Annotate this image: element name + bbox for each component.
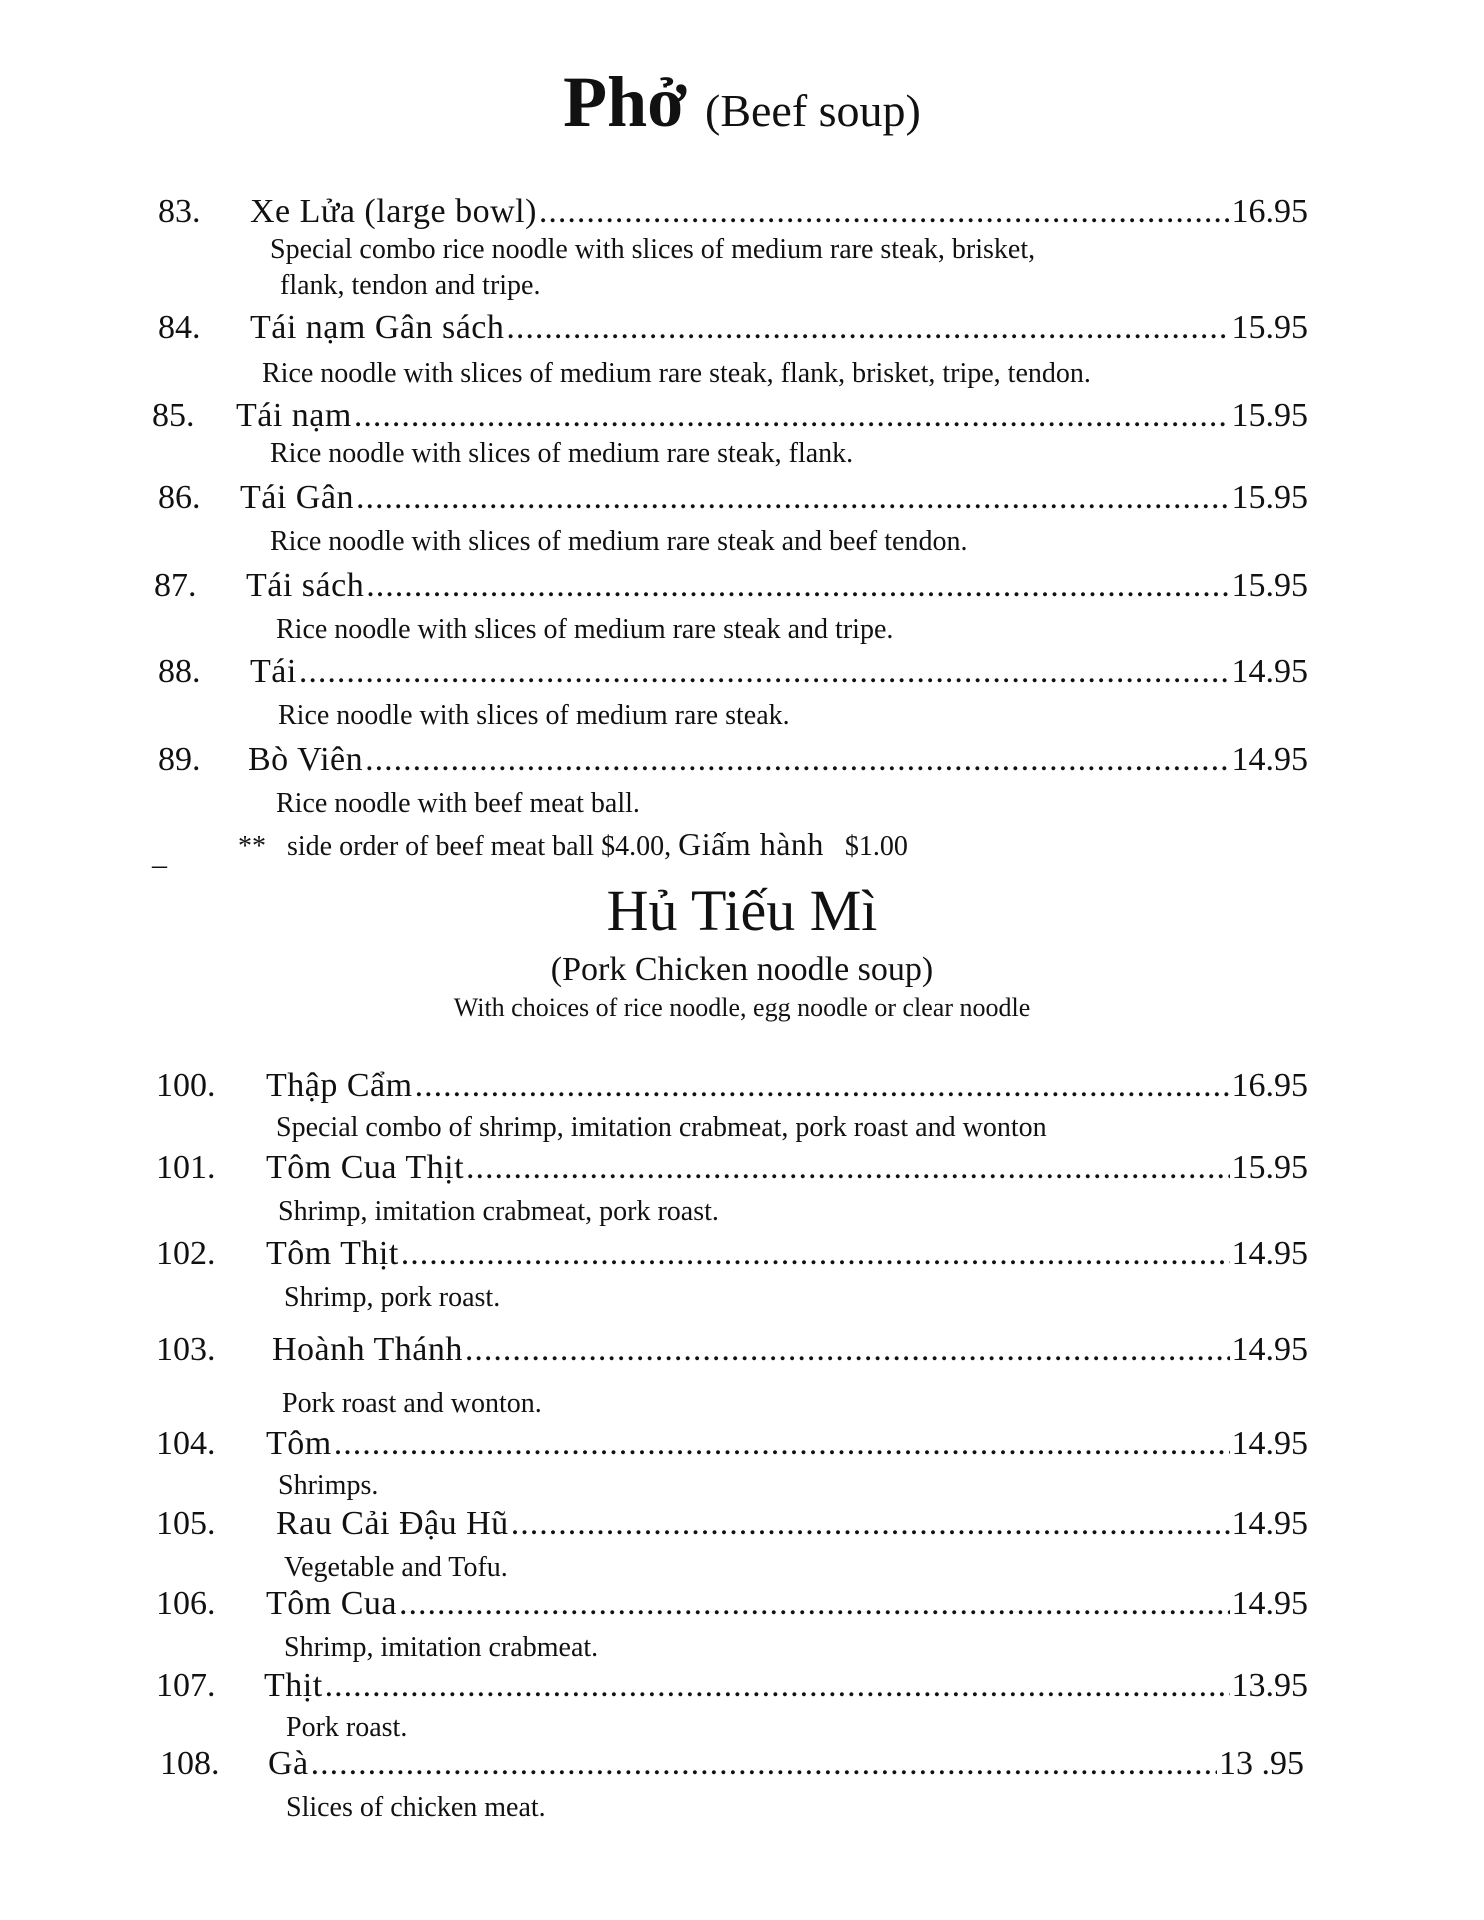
leader-dots <box>539 192 1230 232</box>
menu-item <box>158 1066 1308 1106</box>
leader-dots <box>415 1066 1230 1106</box>
hu-tieu-subtitle: (Pork Chicken noodle soup) <box>550 951 934 988</box>
item-name: Tái Gân <box>240 479 354 516</box>
pho-section-title <box>0 62 1484 142</box>
item-name: Tái sách <box>246 567 365 604</box>
item-description: Shrimp, pork roast. <box>284 1282 501 1313</box>
item-name: Thịt <box>264 1667 323 1704</box>
menu-item <box>158 1504 1308 1544</box>
leader-dots <box>365 740 1229 780</box>
item-price: 15.95 <box>1231 397 1308 434</box>
leader-dots <box>299 652 1230 692</box>
underscore-mark: _ <box>152 838 167 871</box>
item-name: Tôm Cua Thịt <box>266 1149 465 1186</box>
item-description: Rice noodle with slices of medium rare steak and tripe. <box>276 614 894 645</box>
item-price: 16.95 <box>1231 1067 1308 1104</box>
leader-dots <box>356 478 1230 518</box>
item-description: Rice noodle with slices of medium rare steak, flank. <box>270 438 854 469</box>
menu-item <box>158 1666 1308 1706</box>
item-number: 107. <box>156 1667 216 1704</box>
menu-item <box>158 1330 1308 1370</box>
item-name: Thập Cẩm <box>266 1067 413 1104</box>
item-description: Shrimp, imitation crabmeat, pork roast. <box>278 1196 719 1227</box>
item-description: Vegetable and Tofu. <box>284 1552 508 1583</box>
item-price: 14.95 <box>1231 1425 1308 1462</box>
item-description: Rice noodle with slices of medium rare steak. <box>278 700 790 731</box>
hu-tieu-note: With choices of rice noodle, egg noodle or clear noodle <box>453 993 1031 1022</box>
item-price: 15.95 <box>1231 479 1308 516</box>
item-price: 15.95 <box>1231 1149 1308 1186</box>
item-price: 15.95 <box>1231 567 1308 604</box>
item-number: 102. <box>156 1235 216 1272</box>
leader-dots <box>465 1330 1230 1370</box>
item-price: 14.95 <box>1231 1331 1308 1368</box>
leader-dots <box>311 1744 1217 1784</box>
item-price: 14.95 <box>1231 1235 1308 1272</box>
item-price: 14.95 <box>1231 741 1308 778</box>
menu-item <box>158 1584 1308 1624</box>
item-name: Bò Viên <box>248 741 364 778</box>
pho-subtitle: (Beef soup) <box>705 85 921 136</box>
item-number: 85. <box>152 397 195 434</box>
item-number: 86. <box>158 479 201 516</box>
item-description: Pork roast and wonton. <box>282 1388 542 1419</box>
side-order-mark: ** <box>238 831 266 862</box>
item-price: 14.95 <box>1231 1585 1308 1622</box>
item-number: 108. <box>160 1745 220 1782</box>
item-number: 89. <box>158 741 201 778</box>
item-number: 103. <box>156 1331 216 1368</box>
item-number: 87. <box>154 567 197 604</box>
item-name: Tái <box>250 653 297 690</box>
leader-dots <box>466 1148 1229 1188</box>
leader-dots <box>511 1504 1230 1544</box>
item-description: flank, tendon and tripe. <box>280 270 541 301</box>
item-number: 100. <box>156 1067 216 1104</box>
item-description: Pork roast. <box>286 1712 408 1743</box>
leader-dots <box>366 566 1229 606</box>
item-price: 13.95 <box>1231 1667 1308 1704</box>
item-description: Shrimp, imitation crabmeat. <box>284 1632 599 1663</box>
menu-item <box>158 192 1308 232</box>
menu-item <box>158 1744 1304 1784</box>
leader-dots <box>401 1234 1230 1274</box>
side-order-vn: Giấm hành <box>678 826 824 862</box>
menu-item <box>158 652 1308 692</box>
side-order-text: side order of beef meat ball $4.00, <box>287 831 672 862</box>
item-price: 15.95 <box>1231 309 1308 346</box>
leader-dots <box>354 396 1230 436</box>
item-name: Rau Cải Đậu Hũ <box>276 1505 509 1542</box>
item-number: 88. <box>158 653 201 690</box>
side-order-note <box>238 826 908 865</box>
item-description: Shrimps. <box>278 1470 379 1501</box>
menu-item <box>152 396 1308 436</box>
menu-item <box>158 478 1308 518</box>
menu-item <box>158 1424 1308 1464</box>
item-number: 101. <box>156 1149 216 1186</box>
item-description: Special combo of shrimp, imitation crabmeat, pork roast and wonton <box>276 1112 1047 1143</box>
item-name: Tôm <box>266 1425 332 1462</box>
menu-item <box>154 566 1308 606</box>
item-name: Hoành Thánh <box>272 1331 463 1368</box>
item-price: 13 .95 <box>1219 1745 1304 1782</box>
pho-title: Phở <box>563 62 687 142</box>
item-name: Tôm Cua <box>266 1585 397 1622</box>
leader-dots <box>399 1584 1230 1624</box>
item-price: 14.95 <box>1231 653 1308 690</box>
leader-dots <box>325 1666 1230 1706</box>
menu-item <box>158 740 1308 780</box>
hu-tieu-title: Hủ Tiếu Mì <box>606 878 878 943</box>
leader-dots <box>506 308 1229 348</box>
menu-item <box>158 1148 1308 1188</box>
item-number: 104. <box>156 1425 216 1462</box>
item-number: 83. <box>158 193 201 230</box>
item-number: 84. <box>158 309 201 346</box>
item-name: Tái nạm Gân sách <box>250 309 505 346</box>
leader-dots <box>334 1424 1230 1464</box>
menu-item <box>158 1234 1308 1274</box>
item-description: Slices of chicken meat. <box>286 1792 546 1823</box>
item-description: Rice noodle with slices of medium rare steak, flank, brisket, tripe, tendon. <box>262 358 1091 389</box>
item-number: 105. <box>156 1505 216 1542</box>
item-name: Gà <box>268 1745 309 1782</box>
item-description: Rice noodle with slices of medium rare steak and beef tendon. <box>270 526 968 557</box>
item-description: Special combo rice noodle with slices of medium rare steak, brisket, <box>270 234 1036 265</box>
item-description: Rice noodle with beef meat ball. <box>276 788 640 819</box>
item-price: 14.95 <box>1231 1505 1308 1542</box>
item-name: Tái nạm <box>236 397 352 434</box>
item-name: Tôm Thịt <box>266 1235 399 1272</box>
item-name: Xe Lửa (large bowl) <box>250 193 537 230</box>
menu-item <box>158 308 1308 348</box>
item-number: 106. <box>156 1585 216 1622</box>
side-order-price: $1.00 <box>844 831 908 862</box>
item-price: 16.95 <box>1231 193 1308 230</box>
